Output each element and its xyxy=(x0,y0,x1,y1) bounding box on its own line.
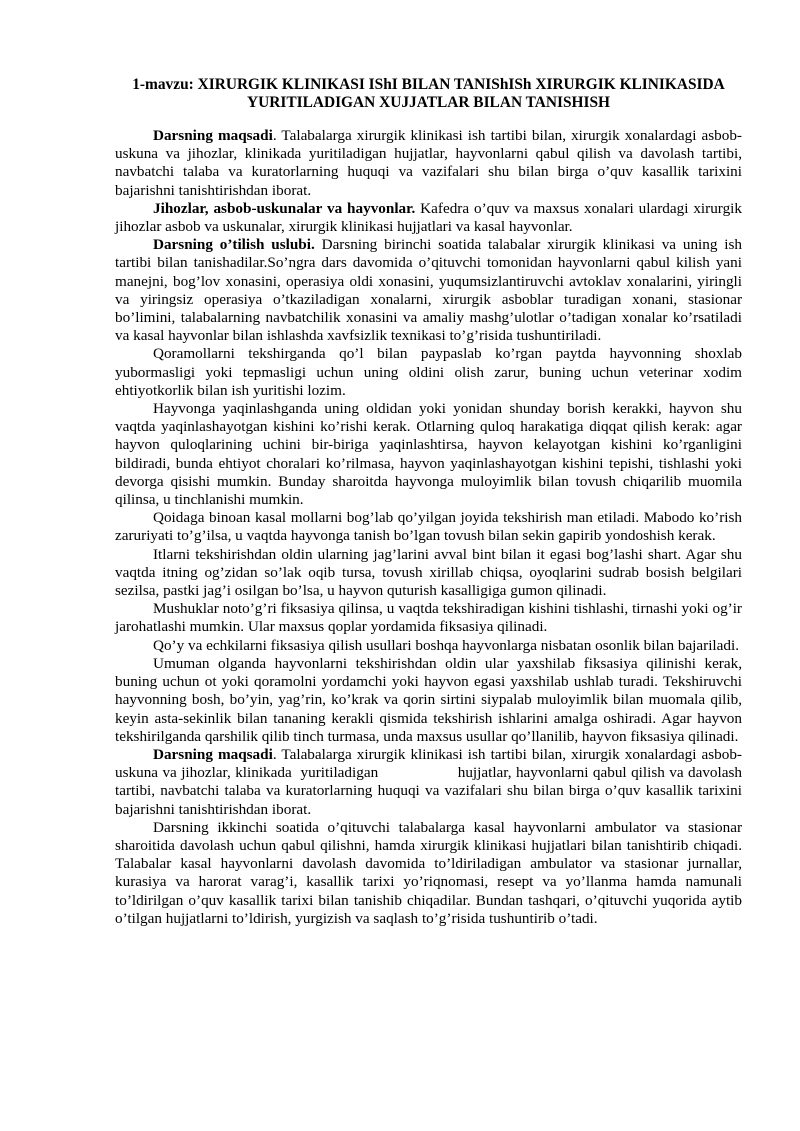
paragraph-text: Kafedra o’quv va maxsus xonalari ulardagi xirurgik jihozlar asbob va uskunalar, xirurgik klinikasi hujjatlari va kasal hayvonlar. xyxy=(115,199,742,236)
paragraph-text: Darsning birinchi soatida talabalar xirurgik klinikasi va uning ish tartibi bilan tanishadilar.So’ngra dars davomida o’qituvchi tomonidan hayvonlarni qabul kilish yani manejni, bog’lov xonasini, operasiya oldi xonasini, yuqumsizlantiruvchi avtoklav xonalarini, yiringli va yiringsiz operasiya o’tkaziladigan xonalarni, xirurgik asboblar turadigan xonani, stasionar bo’limini, talabalarning navbatchilik xonasini va amaliy mashg’ulotlar o’tadigan xonalar ko’rsatiladi va kasal hayvonlar bilan ishlashda xavfsizlik texnikasi to’g’risida tushuntiriladi. xyxy=(115,236,742,345)
paragraph-lead: Darsning o’tilish uslubi. xyxy=(153,236,315,254)
paragraph-lead: Darsning maqsadi xyxy=(153,127,273,144)
paragraph-cats: Mushuklar noto’g’ri fiksasiya qilinsa, u vaqtda tekshiradigan kishini tishlashi, tirnashi yoki og’ir jarohatlashi mumkin. Ular maxsus qoplar yordamida fiksasiya qilinadi. xyxy=(115,600,742,636)
paragraph-second-hour: Darsning ikkinchi soatida o’qituvchi talabalarga kasal hayvonlarni ambulator va stasionar sharoitida davolash uchun qabul qilishni, hamda xirurgik klinikasi hujjatlari bilan tanishtirib chiqadi. Talabalar kasal hayvonlarni davolash davomida to’ldiriladigan ambulator va stasionar jurnallar, kurasiya va harorat varag’i, kasallik tarixi yo’riqnomasi, resept va yo’llanma hamda namunali to’ldirilgan o’quv kasallik tarixi bilan tanishib chiqadilar. Bundan tashqari, o’qituvchi yuqorida aytib o’tilgan hujjatlarni to’ldirish, yurgizish va saqlash to’g’risida tushuntirib o’tadi. xyxy=(115,818,742,927)
paragraph-fixation: Umuman olganda hayvonlarni tekshirishdan oldin ular yaxshilab fiksasiya qilinishi kerak, buning uchun ot yoki qoramolni yordamchi yoki hayvon egasi yaxshilab ushlab turadi. Tekshiruvchi hayvonning bosh, bo’yin, yag’rin, ko’krak va qorin sirtini siypalab muloyimlik bilan muomala qilib, keyin asta-sekinlik bilan tananing kerakli qismida tekshirish ishlarini amalga oshiradi. Agar hayvon tekshirilganda qarshilik qilib tinch turmasa, unda maxsus usullar qo’llanilib, hayvon fiksasiya qilinadi. xyxy=(115,654,742,745)
paragraph-goal-repeat xyxy=(115,745,746,819)
paragraph-equipment xyxy=(115,200,742,236)
paragraph-lead: Jihozlar, asbob-uskunalar va hayvonlar. xyxy=(153,199,416,217)
paragraph-text: . Talabalarga xirurgik klinikasi ish tartibi bilan, xirurgik xonalardagi asbob-uskuna va jihozlar, klinikada yuritiladigan hujjatlar, hayvonlarni qabul qilish va davolash tartibi, navbatchi talaba va kuratorlarning huquqi va vazifalari shu bilan birga o’quv kasallik tarixini bajarishni tanishtirishdan iborat. xyxy=(115,127,742,199)
paragraph-sheep-goats: Qo’y va echkilarni fiksasiya qilish usullari boshqa hayvonlarga nisbatan osonlik bilan bajariladi. xyxy=(153,636,739,654)
paragraph-approach: Hayvonga yaqinlashganda uning oldidan yoki yonidan shunday borish kerakki, hayvon shu vaqtda yaqinlashayotgan kishini ko’rishi kerak. Otlarning quloq harakatiga diqqat qilish kerak: agar hayvon quloqlarining uchini bir-biriga yaqinlashtirsa, hayvon kelayotgan kishini ko’rganligini bildiradi, bunda ehtiyot choralari ko’rilmasa, hayvon yaqinlashayotgan kishini tepishi, tishlashi yoki devorga qisishi mumkin. Bunday sharoitda hayvonga muloyimlik bilan tovush chiqarilib muomila qilinsa, u tinchlanishi mumkin. xyxy=(115,400,742,509)
paragraph-tied-animals: Qoidaga binoan kasal mollarni bog’lab qo’yilgan joyida tekshirish man etiladi. Mabodo ko’rish zaruriyati to’g’ilsa, u vaqtda hayvonga tanish bo’lgan tovush bilan sekin gapirib yondoshish kerak. xyxy=(115,509,742,545)
paragraph-lead: Darsning maqsadi xyxy=(153,745,273,763)
paragraph-text: . Talabalarga xirurgik klinikasi ish tartibi bilan, xirurgik xonalardagi asbob-uskuna va jihozlar, klinikada yuritiladigan hujjatlar, hayvonlarni qabul qilish va davolash tartibi, navbatchi talaba va kuratorlarning huquqi va vazifalari shu bilan birga o’quv kasallik tarixini bajarishni tanishtirishdan iborat. xyxy=(115,745,746,818)
paragraph-dogs: Itlarni tekshirishdan oldin ularning jag’larini avval bint bilan it egasi bog’lashi shart. Agar shu vaqtda itning og’zidan so’lak oqib tursa, tovush xirillab chiqsa, oyoqlarini sudrab bosish belgilari sezilsa, pastki jag’i osilgan bo’lsa, u hayvon quturish kasalligiga gumon qilinadi. xyxy=(115,545,742,600)
paragraph-goal xyxy=(115,127,742,200)
document-title: 1-mavzu: XIRURGIK KLINIKASI IShI BILAN TANIShISh XIRURGIK KLINIKASIDA YURITILADIGAN XUJJATLAR BILAN TANISHISH xyxy=(132,76,725,111)
paragraph-cattle: Qoramollarni tekshirganda qo’l bilan paypaslab ko’rgan paytda hayvonning shoxlab yubormasligi yoki tepmasligi uchun uning oldini olish zarur, buning uchun veterinar xodim ehtiyotkorlik bilan ish yuritishi lozim. xyxy=(115,345,742,399)
paragraph-method xyxy=(115,236,742,345)
